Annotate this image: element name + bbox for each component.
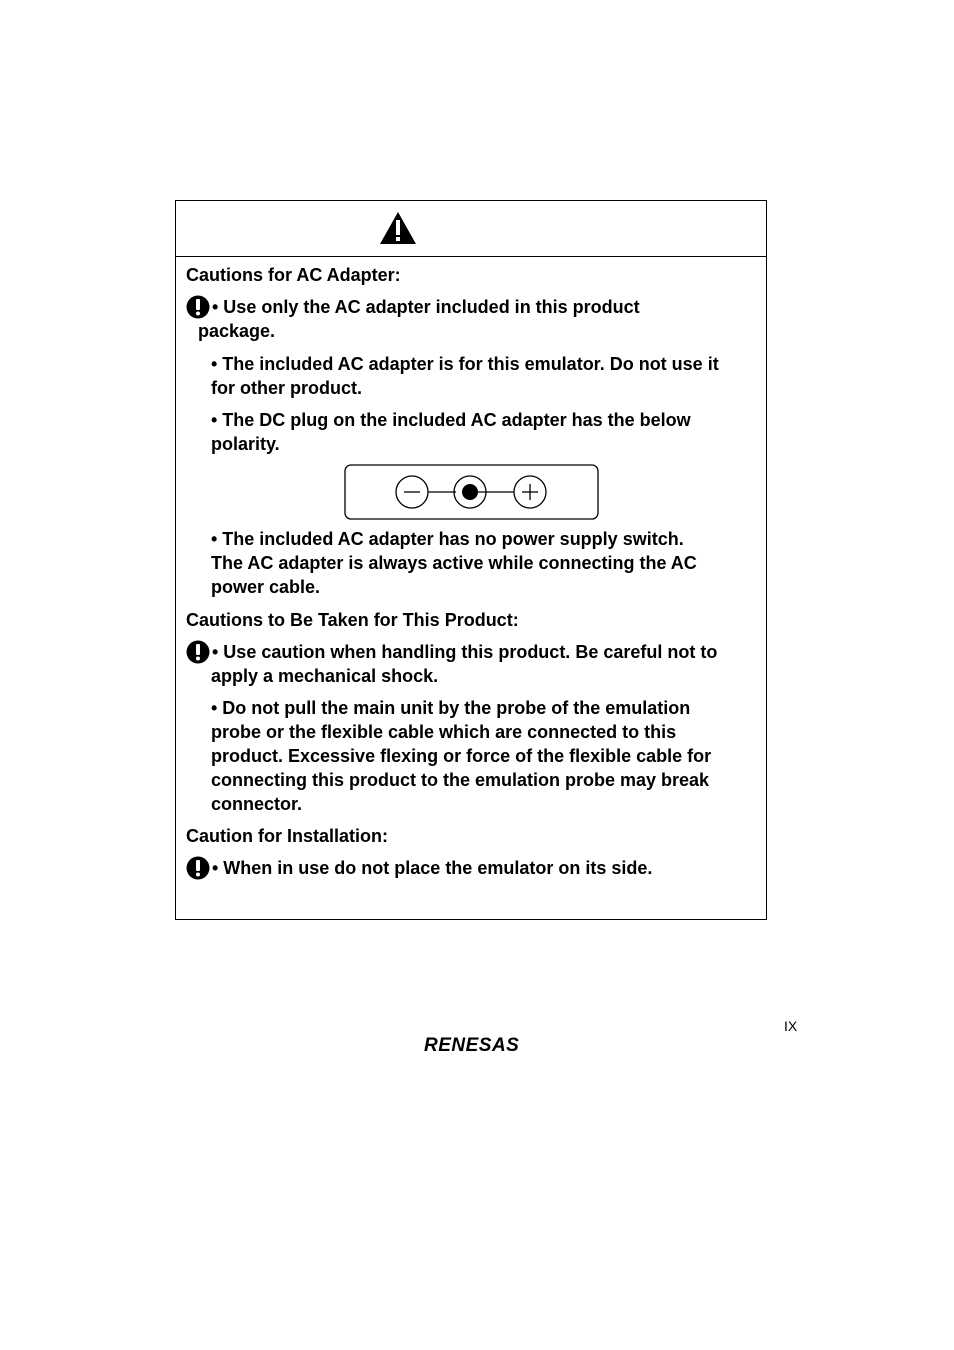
main-caution-line: package. (198, 321, 276, 341)
sub-caution-line: polarity. (211, 434, 280, 454)
section-heading-ac-adapter: Cautions for AC Adapter: (186, 265, 401, 285)
main-caution-line: • When in use do not place the emulator on its side. (212, 858, 653, 878)
exclamation-circle-icon (186, 856, 210, 880)
main-caution-line: • Use only the AC adapter included in this product (212, 297, 640, 317)
svg-text:RENESAS: RENESAS (424, 1035, 520, 1055)
sub-caution-line: power cable. (211, 577, 321, 597)
sub-caution-line: • The DC plug on the included AC adapter has the below (211, 410, 691, 430)
page-number: IX (784, 1018, 798, 1034)
sub-caution-line: connector. (211, 794, 303, 814)
sub-caution-line: connecting this product to the emulation probe may break (211, 770, 710, 790)
exclamation-circle-icon (186, 640, 210, 664)
sub-caution-line: probe or the flexible cable which are connected to this (211, 722, 677, 742)
renesas-logo (422, 1033, 542, 1055)
section-heading-installation: Caution for Installation: (186, 826, 388, 846)
section-heading-product: Cautions to Be Taken for This Product: (186, 610, 519, 630)
dc-plug-polarity-diagram (344, 464, 600, 521)
sub-caution-line: The AC adapter is always active while connecting the AC (211, 553, 697, 573)
main-caution-line: apply a mechanical shock. (211, 666, 439, 686)
main-caution-line: • Use caution when handling this product. Be careful not to (212, 642, 718, 662)
sub-caution-line: product. Excessive flexing or force of the flexible cable for (211, 746, 712, 766)
sub-caution-line: • The included AC adapter is for this emulator. Do not use it (211, 354, 719, 374)
exclamation-circle-icon (186, 295, 210, 319)
warning-triangle-icon (379, 211, 417, 245)
caution-header (176, 201, 766, 257)
sub-caution-line: • The included AC adapter has no power supply switch. (211, 529, 684, 549)
sub-caution-line: • Do not pull the main unit by the probe of the emulation (211, 698, 691, 718)
sub-caution-line: for other product. (211, 378, 362, 398)
